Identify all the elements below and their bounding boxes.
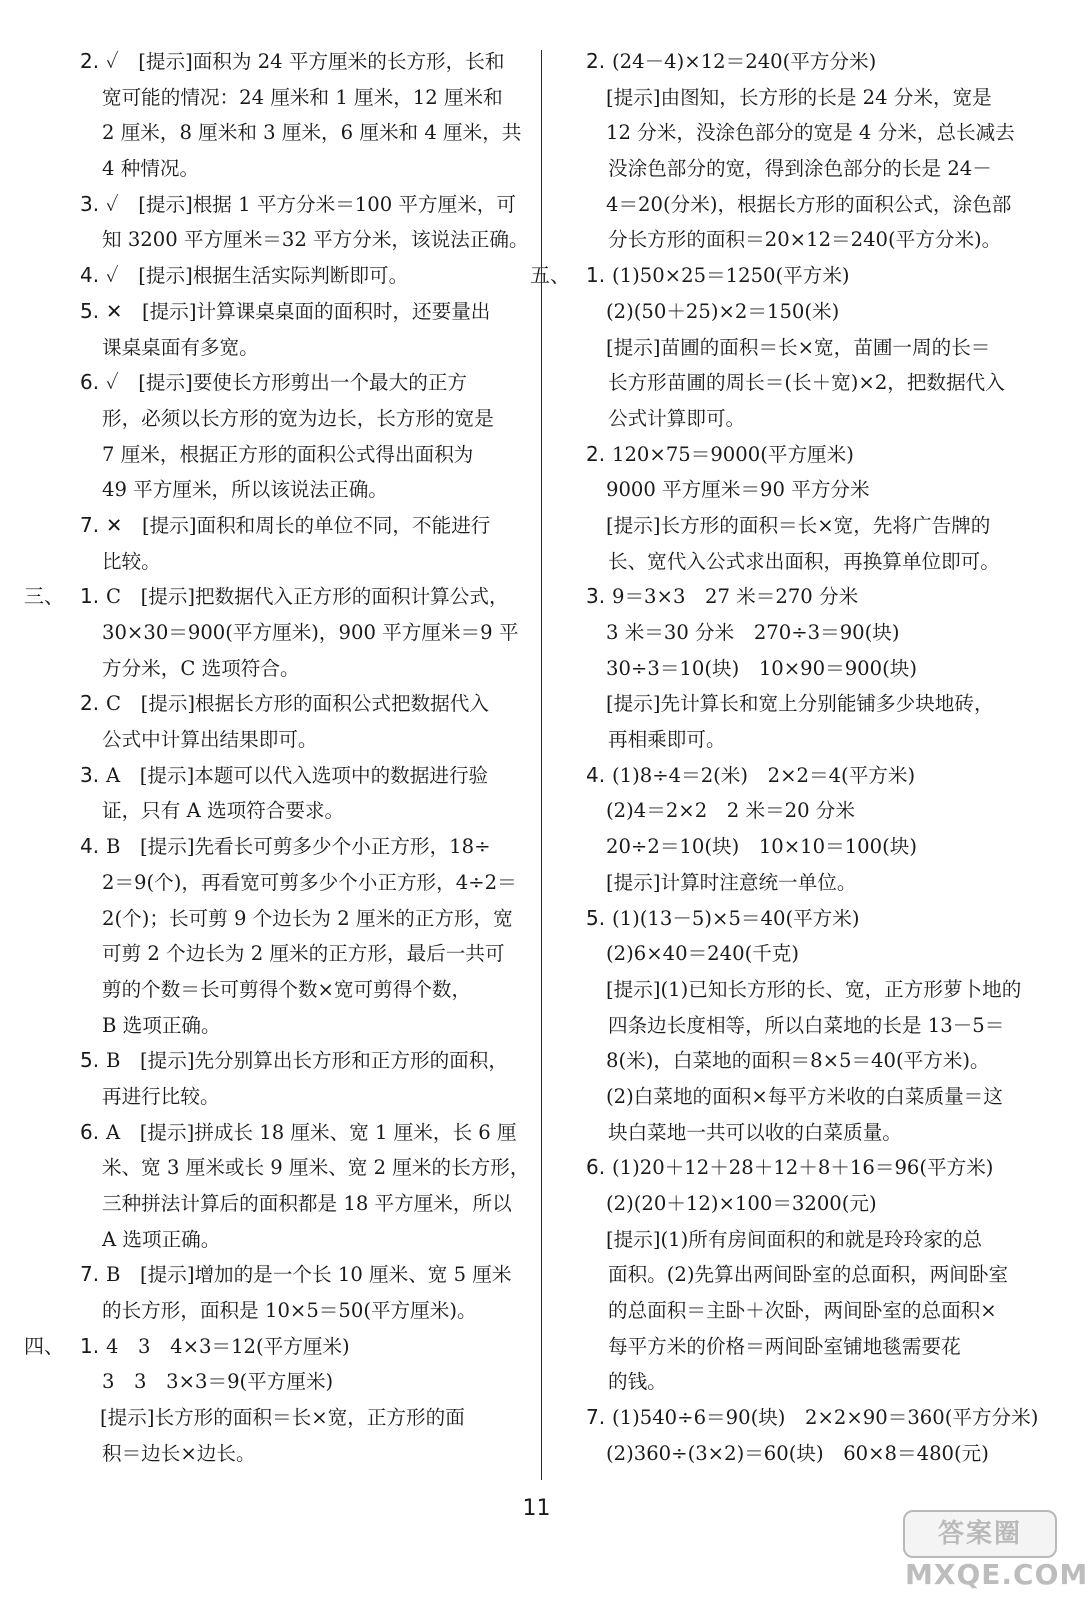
answer-line [62,401,528,437]
answer-text: (2)360÷(3×2)＝60(块) 60×8＝480(元) [606,1441,989,1465]
answer-line [24,1329,528,1365]
answer-line [568,901,1038,937]
answer-text: [提示]长方形的面积＝长×宽，先将广告牌的 [606,513,991,537]
answer-text: 没涂色部分的宽，得到涂色部分的长是 24－ [608,157,992,181]
answer-line [568,829,1038,865]
answer-line [62,437,528,473]
answer-text: 49 平方厘米，所以该说法正确。 [102,478,388,502]
answer-text: (1)20＋12＋28＋12＋8＋16＝96(平方米) [612,1156,994,1180]
answer-line [568,1186,1038,1222]
answer-line [530,258,1038,294]
question-number: 6. [80,1119,100,1144]
answer-text: 方分米，C 选项符合。 [102,656,300,680]
answer-text: 再进行比较。 [102,1084,220,1108]
answer-line [62,294,528,330]
answer-text: 30×30＝900(平方厘米)，900 平方厘米＝9 平 [102,621,519,644]
answer-line [568,1043,1038,1079]
answer-text: 比较。 [102,549,161,573]
answer-text: B [提示]先看长可剪多少个小正方形，18÷ [106,835,491,859]
answer-line [568,1293,1038,1329]
answer-line [568,1222,1038,1258]
question-number: 1. [80,1333,100,1358]
answer-text: 面积。(2)先算出两间卧室的总面积，两间卧室 [608,1263,1009,1287]
answer-line [62,151,528,187]
section-label: 四、 [24,1333,64,1358]
answer-text: ✕ [提示]计算课桌桌面的面积时，还要量出 [106,299,491,323]
answer-line [62,258,528,294]
answer-text: (24－4)×12＝240(平方分米) [612,50,877,73]
answer-text: 公式中计算出结果即可。 [102,728,318,752]
answer-line [568,722,1038,758]
question-number: 1. [586,263,606,288]
answer-line [62,758,528,794]
answer-text: 证，只有 A 选项符合要求。 [102,799,345,823]
answer-line [62,1079,528,1115]
answer-line [568,1257,1038,1293]
answer-line [62,936,528,972]
answer-line [568,1115,1038,1151]
answer-line [62,330,528,366]
answer-text: ✓ [提示]面积为 24 平方厘米的长方形，长和 [106,50,505,73]
answer-line [62,187,528,223]
answer-line [62,793,528,829]
answer-text: 课桌桌面有多宽。 [102,335,259,359]
answer-text: [提示]长方形的面积＝长×宽，正方形的面 [100,1406,465,1430]
answer-text: B 选项正确。 [102,1013,221,1037]
answer-line [62,1364,528,1400]
answer-line [568,80,1038,116]
answer-text: 20÷2＝10(块) 10×10＝100(块) [606,835,917,859]
answer-line [568,294,1038,330]
answer-line [568,1364,1038,1400]
answer-line [62,1400,528,1436]
answer-line [568,437,1038,473]
answer-line [568,472,1038,508]
section-label: 三、 [24,584,64,609]
answer-line [62,365,528,401]
answer-line [62,1186,528,1222]
page-number: 11 [522,1496,551,1521]
right-column [530,44,1039,1472]
answer-text: [提示]苗圃的面积＝长×宽，苗圃一周的长＝ [606,335,991,359]
left-column [24,44,530,1472]
answer-text: 的钱。 [608,1370,667,1394]
answer-line [568,544,1038,580]
answer-line [568,508,1038,544]
answer-line [568,865,1038,901]
answer-line [568,1150,1038,1186]
answer-text: 的总面积＝主卧＋次卧，两间卧室的总面积× [608,1299,997,1323]
answer-text: 积＝边长×边长。 [102,1441,256,1465]
answer-text: 块白菜地一共可以收的白菜质量。 [608,1120,902,1144]
answer-text: 3 3 3×3＝9(平方厘米) [102,1370,334,1394]
answer-line [568,615,1038,651]
question-number: 1. [80,584,100,609]
answer-line [62,651,528,687]
answer-text: 2(个)；长可剪 9 个边长为 2 厘米的正方形，宽 [102,906,513,930]
answer-line [568,936,1038,972]
answer-line [62,615,528,651]
answer-text: 30÷3＝10(块) 10×90＝900(块) [606,656,917,680]
answer-line [62,1293,528,1329]
answer-line [62,544,528,580]
answer-text: 12 分米，没涂色部分的宽是 4 分米，总长减去 [606,121,1015,145]
answer-text: 4＝20(分米)，根据长方形的面积公式，涂色部 [606,192,1012,216]
answer-line [62,829,528,865]
answer-line [62,1043,528,1079]
answer-text: (1)50×25＝1250(平方米) [612,264,850,288]
answer-text: 9000 平方厘米＝90 平方分米 [606,478,870,502]
answer-text: 四条边长度相等，所以白菜地的长是 13－5＝ [608,1013,1005,1037]
answer-text: B [提示]先分别算出长方形和正方形的面积， [106,1049,508,1073]
answer-text: 8(米)，白菜地的面积＝8×5＝40(平方米)。 [606,1049,990,1073]
answer-line [62,472,528,508]
answer-text: ✕ [提示]面积和周长的单位不同，不能进行 [106,513,491,537]
watermark [898,1510,1088,1594]
answer-line [568,1329,1038,1365]
answer-line [568,187,1038,223]
question-number: 7. [80,1262,100,1287]
answer-text: C [提示]把数据代入正方形的面积计算公式， [106,585,509,609]
answer-text: 2＝9(个)，再看宽可剪多少个小正方形，4÷2＝ [102,870,517,894]
answer-line [62,972,528,1008]
answer-text: 的长方形，面积是 10×5＝50(平方厘米)。 [102,1299,477,1323]
answer-text: [提示]先计算长和宽上分别能铺多少块地砖， [606,692,994,716]
answer-line [568,1079,1038,1115]
answer-line [568,758,1038,794]
answer-text: 知 3200 平方厘米＝32 平方分米，该说法正确。 [102,228,529,252]
question-number: 3. [80,762,100,787]
answer-text: (1)540÷6＝90(块) 2×2×90＝360(平方分米) [612,1406,1039,1430]
question-number: 2. [586,49,606,73]
answer-text: ✓ [提示]根据 1 平方分米＝100 平方厘米，可 [106,192,516,216]
answer-text: (2)4＝2×2 2 米＝20 分米 [606,799,855,823]
answer-text: 形，必须以长方形的宽为边长，长方形的宽是 [102,406,494,430]
answer-text: (2)白菜地的面积×每平方米收的白菜质量＝这 [606,1084,1003,1108]
question-number: 2. [586,441,606,466]
question-number: 5. [586,905,606,930]
answer-line [568,401,1038,437]
answer-text: C [提示]根据长方形的面积公式把数据代入 [106,692,489,716]
answer-line [62,115,528,151]
answer-text: A [提示]本题可以代入选项中的数据进行验 [106,763,489,787]
answer-line [568,115,1038,151]
answer-line [62,865,528,901]
question-number: 3. [586,584,606,609]
answer-line [568,651,1038,687]
answer-line [62,222,528,258]
answer-line [62,1257,528,1293]
answer-line [568,365,1038,401]
answer-line [568,1400,1038,1436]
answer-line [62,508,528,544]
answer-line [568,1436,1038,1472]
answer-line [568,44,1038,80]
answer-text: A 选项正确。 [102,1227,221,1251]
answer-text: 7 厘米，根据正方形的面积公式得出面积为 [102,442,474,466]
answer-text: 再相乘即可。 [608,728,726,752]
answer-text: 9＝3×3 27 米＝270 分米 [612,585,859,609]
answer-line [568,1008,1038,1044]
answer-line [568,151,1038,187]
answer-line [568,330,1038,366]
answer-text: 长方形苗圃的周长＝(长＋宽)×2，把数据代入 [608,371,1005,395]
watermark-url: MXQE.COM [905,1558,1088,1591]
answer-text: 剪的个数＝长可剪得个数×宽可剪得个数， [102,977,472,1001]
section-label: 五、 [530,263,570,288]
answer-text: 每平方米的价格＝两间卧室铺地毯需要花 [608,1334,961,1358]
answer-text: 3 米＝30 分米 270÷3＝90(块) [606,621,900,644]
answer-text: 长、宽代入公式求出面积，再换算单位即可。 [608,549,1000,573]
question-number: 2. [80,49,100,73]
answer-line [568,222,1038,258]
answer-text: [提示](1)已知长方形的长、宽，正方形萝卜地的 [606,977,1022,1001]
answer-text: 宽可能的情况：24 厘米和 1 厘米，12 厘米和 [102,85,503,109]
question-number: 7. [80,512,100,537]
answer-text: B [提示]增加的是一个长 10 厘米、宽 5 厘米 [106,1263,512,1287]
answer-line [568,793,1038,829]
question-number: 5. [80,298,100,323]
answer-line [62,1222,528,1258]
answer-line [568,579,1038,615]
answer-text: (2)(20＋12)×100＝3200(元) [606,1192,877,1215]
question-number: 4. [80,834,100,859]
question-number: 2. [80,691,100,716]
answer-text: 4 3 4×3＝12(平方厘米) [106,1334,350,1358]
answer-text: 4 种情况。 [102,157,200,181]
answer-text: (2)6×40＝240(千克) [606,942,800,966]
answer-line [62,686,528,722]
answer-line [62,1436,528,1472]
answer-line [568,972,1038,1008]
answer-text: 2 厘米，8 厘米和 3 厘米，6 厘米和 4 厘米，共 [102,121,522,145]
answer-text: ✓ [提示]要使长方形剪出一个最大的正方 [106,371,468,395]
question-number: 6. [80,370,100,395]
answer-text: (1)8÷4＝2(米) 2×2＝4(平方米) [612,763,916,787]
answer-line [62,1115,528,1151]
answer-line [62,1008,528,1044]
answer-text: [提示]由图知，长方形的长是 24 分米，宽是 [606,85,992,109]
answer-text: (2)(50＋25)×2＝150(米) [606,299,840,323]
answer-line [24,579,528,615]
answer-text: A [提示]拼成长 18 厘米、宽 1 厘米，长 6 厘 [106,1120,517,1144]
question-number: 4. [586,762,606,787]
answer-line [62,44,528,80]
question-number: 3. [80,191,100,216]
watermark-logo: 答案圈 [903,1510,1057,1558]
question-number: 6. [586,1155,606,1180]
answer-line [62,901,528,937]
question-number: 5. [80,1048,100,1073]
answer-text: 可剪 2 个边长为 2 厘米的正方形，最后一共可 [102,942,505,966]
answer-line [62,80,528,116]
question-number: 7. [586,1405,606,1430]
answer-line [62,722,528,758]
answer-text: 三种拼法计算后的面积都是 18 平方厘米，所以 [102,1192,512,1215]
answer-text: [提示]计算时注意统一单位。 [606,870,857,894]
question-number: 4. [80,263,100,288]
answer-text: ✓ [提示]根据生活实际判断即可。 [106,264,409,288]
answer-line [62,1150,528,1186]
answer-text: [提示](1)所有房间面积的和就是玲玲家的总 [606,1227,983,1251]
answer-text: 公式计算即可。 [608,406,746,430]
answer-text: 分长方形的面积＝20×12＝240(平方分米)。 [608,228,1002,252]
answer-text: 120×75＝9000(平方厘米) [612,442,854,466]
answer-text: 米、宽 3 厘米或长 9 厘米、宽 2 厘米的长方形， [102,1156,530,1180]
answer-line [568,686,1038,722]
answer-text: (1)(13－5)×5＝40(平方米) [612,906,860,930]
